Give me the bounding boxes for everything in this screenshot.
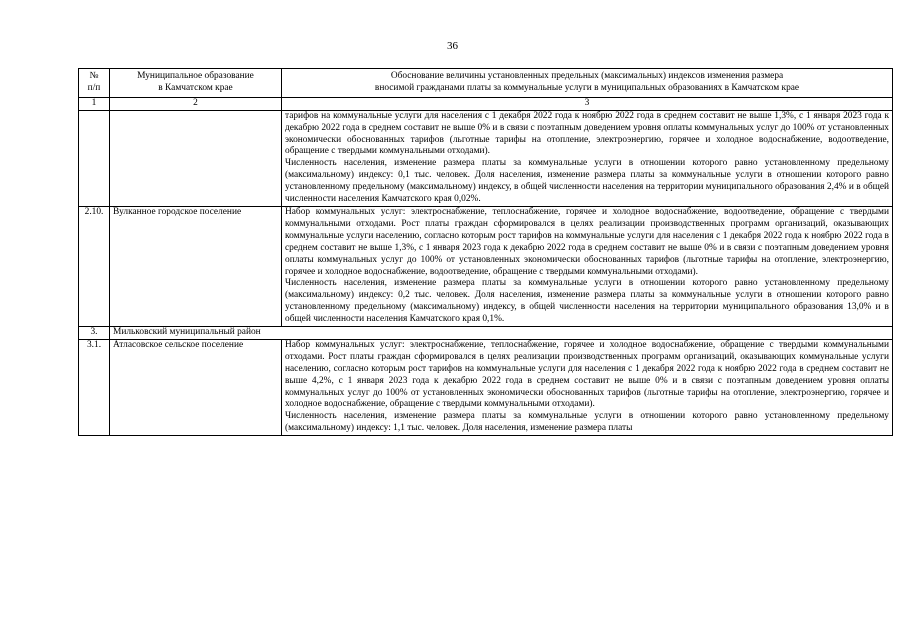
column-number-row <box>79 97 893 110</box>
table-row <box>79 206 893 326</box>
row-municipality: Вулканное городское поселение <box>110 206 282 326</box>
row-municipality: Атласовское сельское поселение <box>110 339 282 435</box>
population-paragraph: Численность населения, изменение размера платы за коммунальные услуги в отношении которого равно установленному предельному (максимальному) индексу: 0,2 тыс. человек. Доля населения, изменение размера платы за коммунальные услуги в отношении которого равно установленному предельному (максимальному) индексу, в общей численности населения на территории муниципального образования 13,0% и в общей численности населения Камчатского края 0,1%. <box>285 278 889 325</box>
page-number: 36 <box>447 40 458 52</box>
header-justification <box>282 69 893 98</box>
header-number <box>79 69 110 98</box>
population-paragraph: Численность населения, изменение размера платы за коммунальные услуги в отношении которого равно установленному предельному (максимальному) индексу: 1,1 тыс. человек. Доля населения, изменение размера платы <box>285 411 889 434</box>
header-municipality-line1: Муниципальное образование <box>137 71 254 81</box>
row-justification <box>282 206 893 326</box>
header-justification-line1: Обоснование величины установленных предельных (максимальных) индексов изменения размера <box>390 71 784 81</box>
table-row <box>79 110 893 206</box>
column-number-3: 3 <box>282 97 893 110</box>
justification-paragraph: Набор коммунальных услуг: электроснабжение, теплоснабжение, горячее и холодное водоснабжение, водоотведение, обращение с твердыми коммунальными отходами. Рост платы граждан сформировался в целях реализации производственных программ организаций, оказывающих коммунальные услуги населению, согласно которым рост тарифов на коммунальные услуги для населения с 1 декабря 2022 года к ноябрю 2022 года в среднем составит не выше 1,3%, с 1 января 2023 года к декабрю 2022 года в среднем составит не выше 0% и в связи с поэтапным доведением уровня оплаты коммунальных услуг до 100% от установленных экономически обоснованных тарифов (льготные тарифы на отопление, электроэнергию, горячее и холодное водоснабжение, водоотведение, обращение с твердыми коммунальными отходами). <box>285 206 889 277</box>
header-number-line2: п/п <box>87 82 101 93</box>
row-number <box>79 110 110 206</box>
justification-paragraph: Набор коммунальных услуг: электроснабжение, теплоснабжение, горячее и холодное водоснабжение, обращение с твердыми коммунальными отходами. Рост платы граждан сформировался в целях реализации производственных программ организаций, оказывающих коммунальные услуги населению, согласно которым рост тарифов на коммунальные услуги для населения с 1 декабря 2022 года к ноябрю 2022 года в среднем составит не выше 4,2%, с 1 января 2023 года к декабрю 2022 года в среднем составит не выше 0% и в связи с поэтапным доведением уровня оплаты коммунальных услуг до 100% от установленных экономически обоснованных тарифов (льготные тарифы на отопление, электроэнергию, горячее и холодное водоснабжение, обращение с твердыми коммунальными отходами). <box>285 339 889 410</box>
table-header-row <box>79 69 893 98</box>
header-municipality-line2: в Камчатском крае <box>158 82 233 93</box>
row-municipality <box>110 110 282 206</box>
row-justification <box>282 110 893 206</box>
row-number: 2.10. <box>79 206 110 326</box>
section-title: Мильковский муниципальный район <box>110 327 893 340</box>
justification-paragraph: тарифов на коммунальные услуги для населения с 1 декабря 2022 года к ноябрю 2022 года в среднем составит не выше 1,3%, с 1 января 2023 года к декабрю 2022 года в среднем составит не выше 0% и в связи с поэтапным доведением уровня оплаты коммунальных услуг до 100% от установленных экономически обоснованных тарифов (льготные тарифы на отопление, электроэнергию, горячее и холодное водоснабжение, водоотведение, обращение с твердыми коммунальными отходами). <box>285 110 889 157</box>
row-number: 3.1. <box>79 339 110 435</box>
column-number-1: 1 <box>79 97 110 110</box>
justification-table <box>78 68 893 436</box>
section-number: 3. <box>79 327 110 340</box>
section-row <box>79 327 893 340</box>
population-paragraph: Численность населения, изменение размера платы за коммунальные услуги в отношении которого равно установленному предельному (максимальному) индексу: 0,1 тыс. человек. Доля населения, изменение размера платы за коммунальные услуги в отношении которого равно установленному предельному (максимальному) индексу, в общей численности населения на территории муниципального образования 2,4% и в общей численности населения Камчатского края 0,02%. <box>285 158 889 205</box>
table-row <box>79 339 893 435</box>
row-justification <box>282 339 893 435</box>
header-municipality <box>110 69 282 98</box>
header-justification-line2: вносимой гражданами платы за коммунальные услуги в муниципальных образованиях в Камчатском крае <box>374 82 800 93</box>
column-number-2: 2 <box>110 97 282 110</box>
header-number-line1: № <box>89 71 99 81</box>
